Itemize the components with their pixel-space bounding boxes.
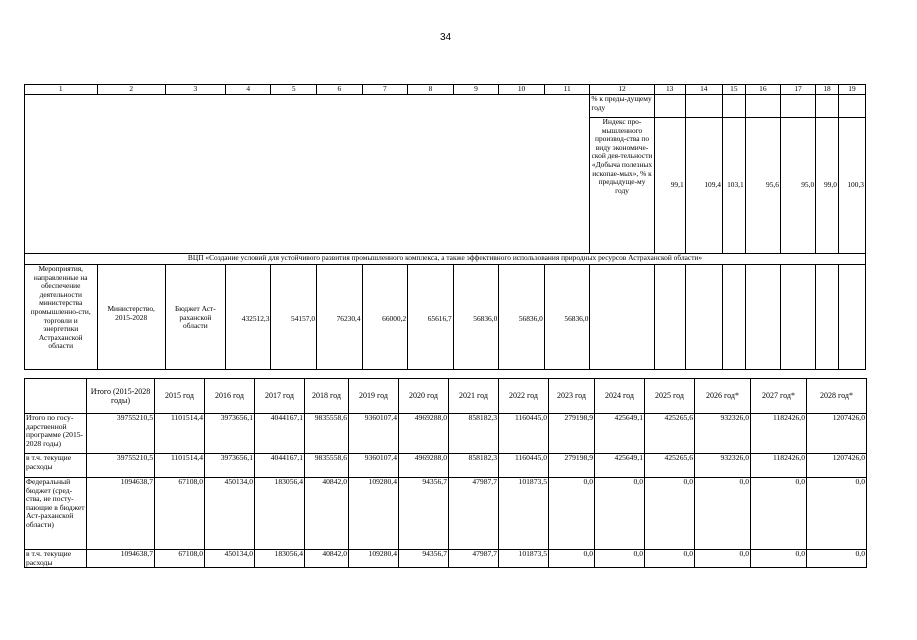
year-header-row	[25, 379, 867, 414]
index-value: 95,0	[780, 118, 815, 254]
funding-value: 3973656,1	[205, 454, 255, 478]
funding-value: 4969288,0	[399, 454, 449, 478]
funding-value: 1101514,4	[155, 414, 205, 454]
funding-value: 9835558,6	[305, 414, 349, 454]
funding-value: 450134,0	[205, 478, 255, 550]
column-number: 1	[25, 85, 98, 95]
funding-value: 183056,4	[255, 550, 305, 568]
measures-value: 432512,3	[225, 265, 271, 370]
funding-value: 1182426,0	[751, 414, 807, 454]
funding-value: 1160445,0	[499, 414, 549, 454]
funding-value: 101873,5	[499, 478, 549, 550]
funding-value: 279198,9	[549, 414, 595, 454]
index-value: 99,0	[816, 118, 839, 254]
funding-value: 0,0	[695, 550, 751, 568]
column-number: 5	[271, 85, 317, 95]
measures-value: 65616,7	[408, 265, 454, 370]
funding-value: 0,0	[695, 478, 751, 550]
funding-value: 858182,3	[449, 454, 499, 478]
funding-value: 450134,0	[205, 550, 255, 568]
funding-value: 425649,1	[595, 454, 645, 478]
funding-value: 279198,9	[549, 454, 595, 478]
funding-value: 4044167,1	[255, 414, 305, 454]
funding-value: 1094638,7	[87, 550, 155, 568]
year-header: 2027 год*	[751, 379, 807, 414]
column-number: 12	[590, 85, 654, 95]
index-value: 99,1	[654, 118, 685, 254]
year-header: 2020 год	[399, 379, 449, 414]
column-number: 10	[499, 85, 545, 95]
measures-value: 66000,2	[362, 265, 408, 370]
year-header: 2018 год	[305, 379, 349, 414]
funding-value: 94356,7	[399, 550, 449, 568]
funding-value: 0,0	[549, 478, 595, 550]
index-value: 109,4	[685, 118, 722, 254]
funding-value: 67108,0	[155, 478, 205, 550]
year-header: 2025 год	[645, 379, 695, 414]
funding-value: 1207426,0	[807, 454, 867, 478]
measures-value: 56836,0	[499, 265, 545, 370]
column-number: 6	[317, 85, 363, 95]
index-row	[25, 118, 866, 254]
column-number: 15	[722, 85, 745, 95]
funding-value: 0,0	[751, 478, 807, 550]
funding-value: 39755210,5	[87, 414, 155, 454]
funding-value: 425649,1	[595, 414, 645, 454]
funding-row	[25, 454, 867, 478]
column-number: 16	[745, 85, 780, 95]
year-header: 2016 год	[205, 379, 255, 414]
funding-row	[25, 414, 867, 454]
funding-value: 0,0	[645, 478, 695, 550]
funding-value: 9360107,4	[349, 454, 399, 478]
funding-value: 40842,0	[305, 550, 349, 568]
funding-value: 858182,3	[449, 414, 499, 454]
page-number: 34	[440, 32, 452, 43]
funding-value: 1160445,0	[499, 454, 549, 478]
column-number: 13	[654, 85, 685, 95]
funding-value: 4044167,1	[255, 454, 305, 478]
year-header: 2021 год	[449, 379, 499, 414]
funding-value: 0,0	[595, 478, 645, 550]
measures-name: Мероприятия, направленные на обеспечение деятельности министерства промышленно-сти, торговли и энергетики Астраханской области	[25, 265, 98, 370]
funding-value: 39755210,5	[87, 454, 155, 478]
funding-value: 1094638,7	[87, 478, 155, 550]
column-number: 2	[97, 85, 165, 95]
year-header: 2024 год	[595, 379, 645, 414]
funding-value: 94356,7	[399, 478, 449, 550]
funding-value: 0,0	[751, 550, 807, 568]
funding-row	[25, 550, 867, 568]
measures-value: 76230,4	[317, 265, 363, 370]
column-number: 14	[685, 85, 722, 95]
funding-value: 40842,0	[305, 478, 349, 550]
funding-value: 1182426,0	[751, 454, 807, 478]
continuation-row	[25, 95, 866, 118]
vcp-heading-row	[25, 254, 866, 265]
funding-value: 101873,5	[499, 550, 549, 568]
index-value: 100,3	[838, 118, 865, 254]
funding-value: 3973656,1	[205, 414, 255, 454]
funding-value: 109280,4	[349, 550, 399, 568]
funding-value: 47987,7	[449, 478, 499, 550]
funding-value: 0,0	[807, 478, 867, 550]
index-indicator-name: Индекс про-мышленного производ-ства по виду экономиче-ской дея-тельности «Добыча полезных ископае-мых», % к предыдуще-му году	[590, 118, 654, 254]
column-number: 3	[165, 85, 225, 95]
indicator-unit-cont: % к преды-дущему году	[590, 95, 654, 118]
funding-value: 47987,7	[449, 550, 499, 568]
funding-row	[25, 478, 867, 550]
funding-value: 1101514,4	[155, 454, 205, 478]
year-header: 2028 год*	[807, 379, 867, 414]
measures-executor: Министерство, 2015-2028	[97, 265, 165, 370]
funding-row-label: в т.ч. текущие расходы	[25, 454, 87, 478]
column-number-row	[25, 85, 866, 95]
year-header: 2026 год*	[695, 379, 751, 414]
funding-table	[24, 378, 867, 568]
year-header: 2022 год	[499, 379, 549, 414]
index-value: 95,6	[745, 118, 780, 254]
column-number: 8	[408, 85, 454, 95]
funding-value: 1207426,0	[807, 414, 867, 454]
funding-value: 0,0	[549, 550, 595, 568]
funding-value: 183056,4	[255, 478, 305, 550]
funding-row-label: Федеральный бюджет (сред-ства, не посту-пающие в бюджет Аст-раханской области)	[25, 478, 87, 550]
index-value: 103,1	[722, 118, 745, 254]
column-number: 11	[544, 85, 590, 95]
funding-value: 425265,6	[645, 414, 695, 454]
year-header: 2019 год	[349, 379, 399, 414]
year-header: 2017 год	[255, 379, 305, 414]
funding-row-label: в т.ч. текущие расходы	[25, 550, 87, 568]
funding-value: 67108,0	[155, 550, 205, 568]
year-header: 2015 год	[155, 379, 205, 414]
funding-value: 932326,0	[695, 454, 751, 478]
measures-value: 56836,0	[544, 265, 590, 370]
measures-value: 54157,0	[271, 265, 317, 370]
funding-value: 0,0	[807, 550, 867, 568]
column-number: 19	[838, 85, 865, 95]
column-number: 7	[362, 85, 408, 95]
year-header: Итого (2015-2028 годы)	[87, 379, 155, 414]
measures-source: Бюджет Аст-раханской области	[165, 265, 225, 370]
funding-value: 4969288,0	[399, 414, 449, 454]
indicators-table	[24, 84, 866, 370]
column-number: 9	[453, 85, 499, 95]
vcp-heading: ВЦП «Создание условий для устойчивого развития промышленного комплекса, а также эффективного использования природных ресурсов Астраханской области»	[25, 254, 866, 265]
year-header	[25, 379, 87, 414]
funding-value: 425265,6	[645, 454, 695, 478]
funding-value: 9835558,6	[305, 454, 349, 478]
funding-value: 932326,0	[695, 414, 751, 454]
column-number: 17	[780, 85, 815, 95]
year-header: 2023 год	[549, 379, 595, 414]
funding-value: 0,0	[595, 550, 645, 568]
funding-value: 0,0	[645, 550, 695, 568]
measures-value: 56836,0	[453, 265, 499, 370]
funding-row-label: Итого по госу-дарственной программе (2015-2028 годы)	[25, 414, 87, 454]
measures-row	[25, 265, 866, 370]
funding-value: 109280,4	[349, 478, 399, 550]
column-number: 4	[225, 85, 271, 95]
column-number: 18	[816, 85, 839, 95]
funding-value: 9360107,4	[349, 414, 399, 454]
